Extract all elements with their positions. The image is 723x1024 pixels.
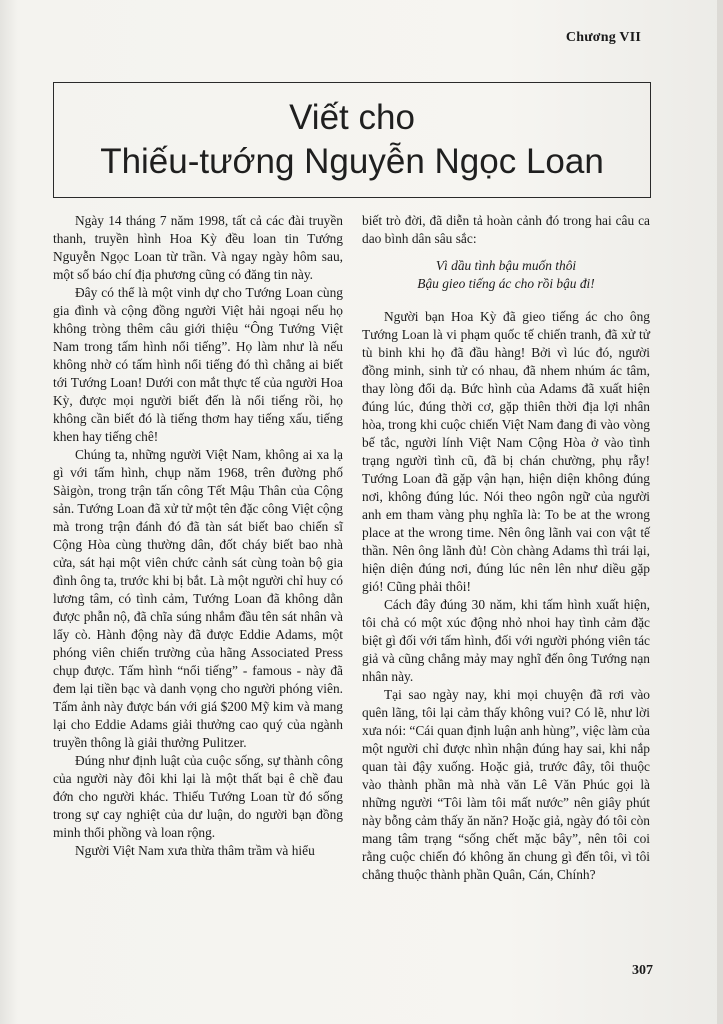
page-number: 307 [632, 963, 653, 978]
title-line-2: Thiếu-tướng Nguyễn Ngọc Loan [100, 142, 604, 181]
paragraph: Ngày 14 tháng 7 năm 1998, tất cả các đài truyền thanh, truyền hình Hoa Kỳ đều loan tin Tướng Nguyễn Ngọc Loan từ trần. Và ngay ngày hôm sau, một số báo chí địa phương cũng có đăng tin này. [53, 213, 343, 282]
chapter-header: Chương VII [565, 30, 641, 45]
title-line-1: Viết cho [289, 98, 415, 137]
paragraph: Đây có thể là một vinh dự cho Tướng Loan cùng gia đình và cộng đồng người Việt hải ngoại nếu họ không tròng thêm câu giới thiệu “Ông Tướng Việt Nam trong tấm hình nổi tiếng”. Họ làm như là nếu không nhờ có tấm hình nổi tiếng đó thì chẳng ai biết tới Tướng Loan! Dưới con mắt thực tế của người Hoa Kỳ, được mọi người biết đến là nổi tiếng rồi, họ không cần biết đó là tiếng thơm hay tiếng xấu, tiếng khen hay tiếng chê! [53, 285, 343, 444]
paragraph: Chúng ta, những người Việt Nam, không ai xa lạ gì với tấm hình, chụp năm 1968, trên đường phố Sàigòn, trong trận tấn công Tết Mậu Thân của Cộng sản. Tướng Loan đã xử tử một tên đặc công Việt cộng mà trong trận đánh đó đã tàn sát biết bao chiến sĩ Cộng Hòa cùng thường dân, đốt cháy biết bao nhà cửa, sát hại một viên chức cảnh sát cùng toàn bộ gia đình ông ta, trước khi bị bắt. Là một người chỉ huy có lương tâm, có tình cảm, Tướng Loan đã không dằn được phẫn nộ, đã chĩa súng nhắm đầu tên sát nhân và lẩy cò. Hành động này đã được Eddie Adams, một phóng viên chiến trường của hãng Associated Press chụp được. Tấm hình “nổi tiếng” - famous - này đã đem lại tiền bạc và danh vọng cho người phóng viên. Tấm ảnh này được bán với giá $200 Mỹ kim và mang lại cho Eddie Adams giải thưởng cao quý của ngành truyền thông là giải thưởng Pulitzer. [53, 447, 343, 750]
page-edge [717, 0, 723, 1024]
verse-line: Bậu gieo tiếng ác cho rồi bậu đi! [417, 276, 595, 291]
paragraph: Người Việt Nam xưa thừa thâm trầm và hiểu [75, 843, 315, 858]
folk-verse [362, 257, 650, 293]
paragraph: Người bạn Hoa Kỳ đã gieo tiếng ác cho ông Tướng Loan là vi phạm quốc tế chiến tranh, đã xử tử tù binh khi họ đã đầu hàng! Bởi vì lúc đó, người đồng minh, sinh tử có nhau, đã nhem nhúm ác tâm, thay lòng đổi dạ. Bức hình của Adams đã xuất hiện đúng lúc, đúng thời cơ, gặp thiên thời địa lợi nhân hòa, trong khi cuộc chiến Việt Nam đang đi vào vòng bế tắc, người lính Việt Nam Cộng Hòa ở vào tình trạng người tình cũ, đã bị chán chường, phụ rẫy! Tướng Loan đã gặp vận hạn, hiện diện không đúng nơi, không đúng lúc. Nói theo ngôn ngữ của người anh em tham vàng phụ nghĩa là: To be at the wrong place at the wrong time. Nên ông lãnh vai con vật tế thần. Nên ông lãnh đủ! Còn chàng Adams thì trái lại, hiện diện đúng nơi, đúng lúc nên lên như diều gặp gió! Cũng phải thôi! [362, 309, 650, 594]
right-column [362, 212, 650, 884]
title-box [53, 82, 651, 198]
verse-line: Vì dầu tình bậu muốn thôi [435, 258, 577, 273]
paragraph-continued: biết trò đời, đã diễn tả hoàn cảnh đó trong hai câu ca dao bình dân sâu sắc: [362, 213, 650, 246]
paragraph: Đúng như định luật của cuộc sống, sự thành công của người này đôi khi lại là một thất bại ê chề đau đớn cho người khác. Thiếu Tướng Loan từ đó sống trong sự cay nghiệt của dư luận, do người bạn đồng minh thổi phồng và loan rộng. [53, 753, 343, 840]
left-column [53, 212, 343, 860]
paragraph: Cách đây đúng 30 năm, khi tấm hình xuất hiện, tôi chả có một xúc động nhỏ nhoi hay tình cảm đặc biệt gì đối với tấm hình, đối với người phóng viên tác giả và cũng chẳng mảy may nghĩ đến ông Tướng nạn nhân này. [362, 597, 650, 684]
paragraph: Tại sao ngày nay, khi mọi chuyện đã rơi vào quên lãng, tôi lại cảm thấy không vui? Có lẽ, như lời xưa nói: “Cái quan định luận anh hùng”, việc làm của một người chỉ được nhìn nhận đúng hay sai, khi nắp quan tài đậy xuống. Hoặc giả, trước đây, tôi thuộc vào thành phần mà nhà văn Lê Văn Phúc gọi là những người “Tôi làm tôi mất nước” nên giây phút này bỗng cảm thấy ăn năn? Hoặc giả, ngày đó tôi còn mang tâm trạng “sống chết mặc bây”, nên tôi coi rằng cuộc chiến đó không ăn chung gì đến tôi, vì tôi chẳng thuộc thành phần Quân, Cán, Chính? [362, 687, 651, 882]
